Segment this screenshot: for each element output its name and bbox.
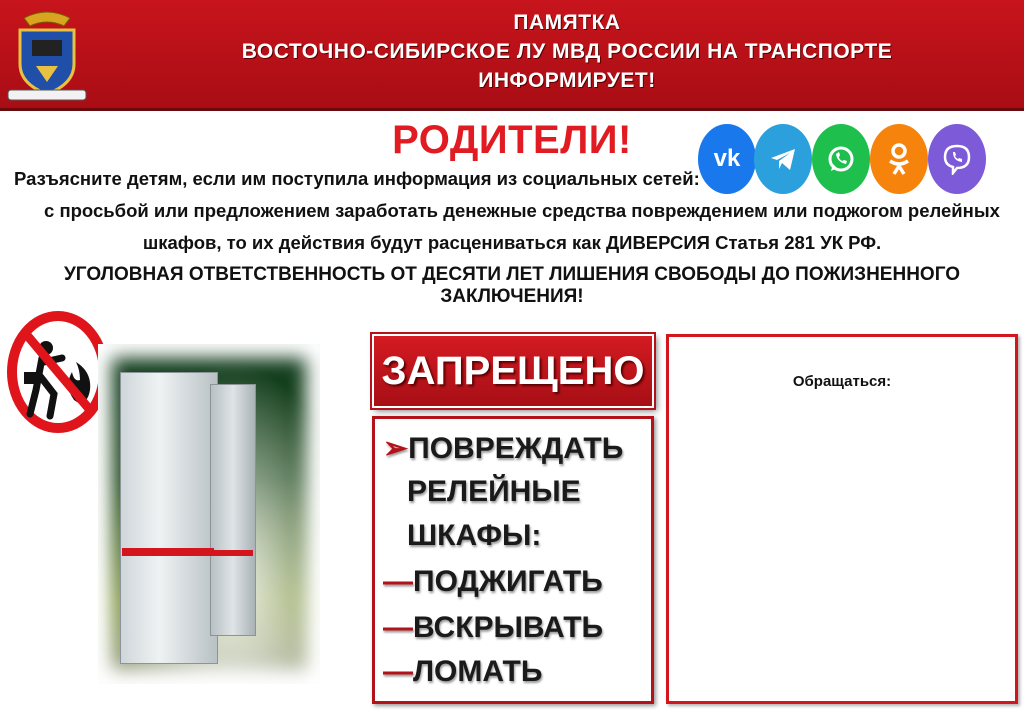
header-banner [0,0,1024,111]
dash-marker-icon: — [383,565,413,598]
telegram-icon [754,124,812,194]
list-item: —ПОДЖИГАТЬ [383,565,603,598]
relay-cabinet [120,372,218,664]
forbidden-list [372,416,654,704]
dash-marker-icon: — [383,655,413,688]
explain-text: Разъясните детям, если им поступила информация из социальных сетей: [14,168,700,189]
no-arson-sign-icon [6,310,110,434]
list-item: ➢ПОВРЕЖДАТЬ [383,432,624,465]
list-item: —ЛОМАТЬ [383,655,543,688]
arrow-marker-icon: ➢ [383,432,409,465]
liability-text: УГОЛОВНАЯ ОТВЕТСТВЕННОСТЬ ОТ ДЕСЯТИ ЛЕТ ЛИШЕНИЯ СВОБОДЫ ДО ПОЖИЗНЕННОГО ЗАКЛЮЧЕНИЯ! [63,264,960,307]
contact-box [666,334,1018,704]
list-item: —ВСКРЫВАТЬ [383,611,604,644]
header-title: ПАМЯТКА [513,11,621,34]
contact-label: Обращаться: [792,373,892,390]
header-informs: ИНФОРМИРУЕТ! [478,69,656,92]
header-organization: ВОСТОЧНО-СИБИРСКОЕ ЛУ МВД РОССИИ НА ТРАНСПОРТЕ [241,40,893,63]
list-item: ШКАФЫ: [407,519,542,552]
parents-title-text: РОДИТЕЛИ! [392,118,632,162]
viber-icon [928,124,986,194]
vk-icon: vk [698,124,756,194]
police-emblem-icon [6,4,88,104]
whatsapp-icon [812,124,870,194]
diversion-text: шкафов, то их действия будут расцениваться как ДИВЕРСИЯ Статья 281 УК РФ. [142,232,882,253]
list-item: РЕЛЕЙНЫЕ [407,475,581,508]
dash-marker-icon: — [383,611,413,644]
cabinet-red-stripe [122,548,214,556]
request-text: с просьбой или предложением заработать денежные средства повреждением или поджогом релейных [44,200,1000,221]
odnoklassniki-icon [870,124,928,194]
forbidden-banner: ЗАПРЕЩЕНО [372,334,654,408]
cabinet-red-stripe-side [211,550,253,556]
relay-cabinet-side [210,384,256,636]
